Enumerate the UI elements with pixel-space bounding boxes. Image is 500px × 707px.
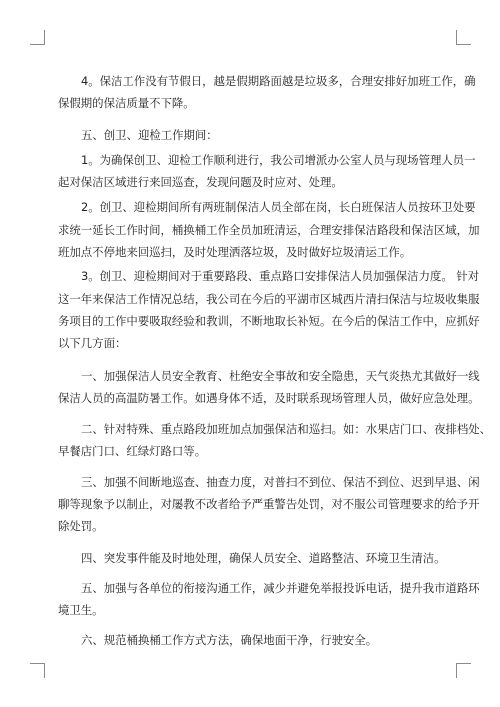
document-line: 六、规范桶换桶工作方式方法，确保地面干净，行驶安全。 xyxy=(81,633,378,647)
crop-mark-bottom-left xyxy=(30,663,45,678)
crop-mark-bottom-right xyxy=(456,663,471,678)
document-line: 班加点不停地来回巡扫，及时处理洒落垃圾，及时做好垃圾清运工作。 xyxy=(58,245,412,259)
document-line: 一、加强保洁人员安全教育、杜绝安全事故和安全隐患，天气炎热尤其做好一线 xyxy=(81,369,480,383)
document-line: 早餐店门口、红绿灯路口等。 xyxy=(58,444,207,458)
document-line: 2。创卫、迎检期间所有两班制保洁人员全部在岗，长白班保洁人员按环卫处要 xyxy=(81,200,476,214)
document-line: 4。保洁工作没有节假日，越是假期路面越是垃圾多，合理安排好加班工作，确 xyxy=(81,74,476,88)
document-line: 二、针对特殊、重点路段加班加点加强保洁和巡扫。如：水果店门口、夜排档处、 xyxy=(81,422,492,436)
document-line: 以下几方面： xyxy=(58,336,127,350)
document-line: 3。创卫、迎检期间对于重要路段、重点路口安排保洁人员加强保洁力度。 针对 xyxy=(81,269,480,283)
document-line: 除处罚。 xyxy=(58,519,104,533)
document-line: 三、加强不间断地巡查、抽查力度，对普扫不到位、保洁不到位、迟到早退、闲 xyxy=(81,475,480,489)
document-line: 四、突发事件能及时地处理，确保人员安全、道路整洁、环境卫生清洁。 xyxy=(81,551,446,565)
document-line: 保假期的保洁质量不下降。 xyxy=(58,96,195,110)
document-line: 境卫生。 xyxy=(58,603,104,617)
document-line: 保洁人员的高温防暑工作。如遇身体不适，及时联系现场管理人员，做好应急处理。 xyxy=(58,391,480,405)
document-line: 起对保洁区域进行来回巡查，发现问题及时应对、处理。 xyxy=(58,175,343,189)
document-line: 聊等现象予以制止，对屡教不改者给予严重警告处罚，对不服公司管理要求的给予开 xyxy=(58,497,480,511)
crop-mark-top-left xyxy=(30,30,45,45)
document-line: 五、创卫、迎检工作期间： xyxy=(81,128,218,142)
document-line: 1。为确保创卫、迎检工作顺利进行，我公司增派办公室人员与现场管理人员一 xyxy=(81,153,476,167)
crop-mark-top-right xyxy=(456,30,471,45)
document-line: 务项目的工作中要吸取经验和教训，不断地取长补短。在今后的保洁工作中，应抓好 xyxy=(58,314,480,328)
document-line: 求统一延长工作时间，桶换桶工作全员加班清运，合理安排保洁路段和保洁区域，加 xyxy=(58,223,480,237)
document-line: 五、加强与各单位的衔接沟通工作，减少并避免举报投诉电话，提升我市道路环 xyxy=(81,581,480,595)
document-line: 这一年来保洁工作情况总结，我公司在今后的平湖市区城西片清扫保洁与垃圾收集服 xyxy=(58,292,480,306)
